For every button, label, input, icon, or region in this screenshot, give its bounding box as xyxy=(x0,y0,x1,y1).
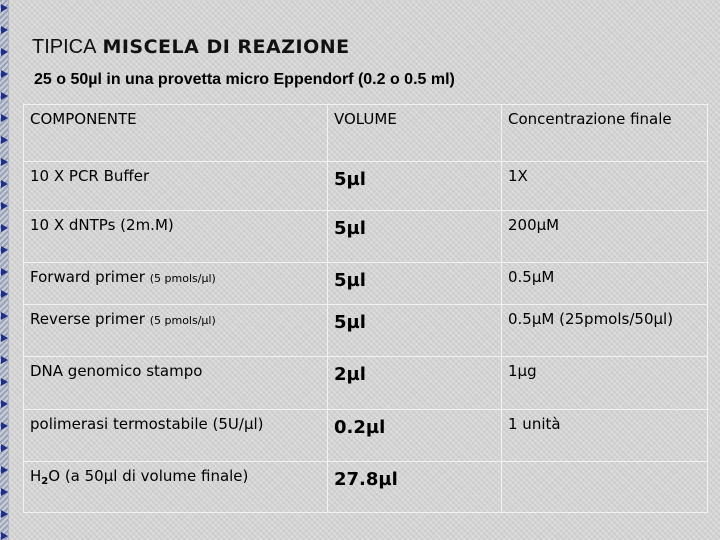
title-prefix: TIPICA xyxy=(32,36,97,58)
arrow-bullet-icon xyxy=(1,290,8,298)
header-volume: VOLUME xyxy=(328,105,502,162)
slide-subtitle: 25 o 50µl in una provetta micro Eppendorf (0.2 o 0.5 ml) xyxy=(34,71,455,88)
arrow-bullet-icon xyxy=(1,246,8,254)
arrow-bullet-icon xyxy=(1,158,8,166)
table-row xyxy=(24,357,708,410)
table-row xyxy=(24,410,708,462)
header-concentrazione: Concentrazione finale xyxy=(502,105,708,162)
component-cell: 10 X dNTPs (2m.M) xyxy=(24,211,328,263)
table-row xyxy=(24,162,708,211)
arrow-bullet-icon xyxy=(1,422,8,430)
arrow-bullet-icon xyxy=(1,334,8,342)
concentration-cell: 1 unità xyxy=(502,410,708,462)
header-componente: COMPONENTE xyxy=(24,105,328,162)
arrow-bullet-icon xyxy=(1,26,8,34)
concentration-cell xyxy=(502,462,708,513)
arrow-bullet-icon xyxy=(1,378,8,386)
arrow-bullet-icon xyxy=(1,48,8,56)
slide-title xyxy=(32,36,350,59)
table-row xyxy=(24,305,708,357)
volume-cell: 27.8µl xyxy=(328,462,502,513)
volume-cell: 5µl xyxy=(328,162,502,211)
component-cell: Forward primer (5 pmols/µl) xyxy=(24,263,328,305)
component-cell: DNA genomico stampo xyxy=(24,357,328,410)
concentration-cell: 200µM xyxy=(502,211,708,263)
volume-cell: 5µl xyxy=(328,305,502,357)
concentration-cell: 1µg xyxy=(502,357,708,410)
arrow-bullet-icon xyxy=(1,92,8,100)
arrow-bullet-icon xyxy=(1,268,8,276)
concentration-cell: 0.5µM xyxy=(502,263,708,305)
arrow-bullet-icon xyxy=(1,180,8,188)
arrow-bullet-icon xyxy=(1,532,8,540)
arrow-bullet-icon xyxy=(1,136,8,144)
side-bullets xyxy=(0,0,9,540)
concentration-cell: 0.5µM (25pmols/50µl) xyxy=(502,305,708,357)
volume-cell: 0.2µl xyxy=(328,410,502,462)
concentration-cell: 1X xyxy=(502,162,708,211)
title-main: MISCELA DI REAZIONE xyxy=(102,36,350,58)
arrow-bullet-icon xyxy=(1,510,8,518)
arrow-bullet-icon xyxy=(1,312,8,320)
arrow-bullet-icon xyxy=(1,224,8,232)
component-cell: 10 X PCR Buffer xyxy=(24,162,328,211)
arrow-bullet-icon xyxy=(1,466,8,474)
table-row xyxy=(24,263,708,305)
reaction-mix-table xyxy=(23,104,708,513)
arrow-bullet-icon xyxy=(1,114,8,122)
arrow-bullet-icon xyxy=(1,70,8,78)
table-header-row xyxy=(24,105,708,162)
arrow-bullet-icon xyxy=(1,400,8,408)
arrow-bullet-icon xyxy=(1,4,8,12)
volume-cell: 5µl xyxy=(328,211,502,263)
component-note: (5 pmols/µl) xyxy=(149,272,216,285)
volume-cell: 2µl xyxy=(328,357,502,410)
arrow-bullet-icon xyxy=(1,202,8,210)
component-cell: polimerasi termostabile (5U/µl) xyxy=(24,410,328,462)
component-note: (5 pmols/µl) xyxy=(149,314,216,327)
arrow-bullet-icon xyxy=(1,356,8,364)
arrow-bullet-icon xyxy=(1,444,8,452)
component-cell: Reverse primer (5 pmols/µl) xyxy=(24,305,328,357)
volume-cell: 5µl xyxy=(328,263,502,305)
table-row xyxy=(24,211,708,263)
subscript: 2 xyxy=(41,476,49,487)
component-cell: $H_2O$ (a 50µl di volume finale) xyxy=(24,462,328,513)
table-row xyxy=(24,462,708,513)
arrow-bullet-icon xyxy=(1,488,8,496)
